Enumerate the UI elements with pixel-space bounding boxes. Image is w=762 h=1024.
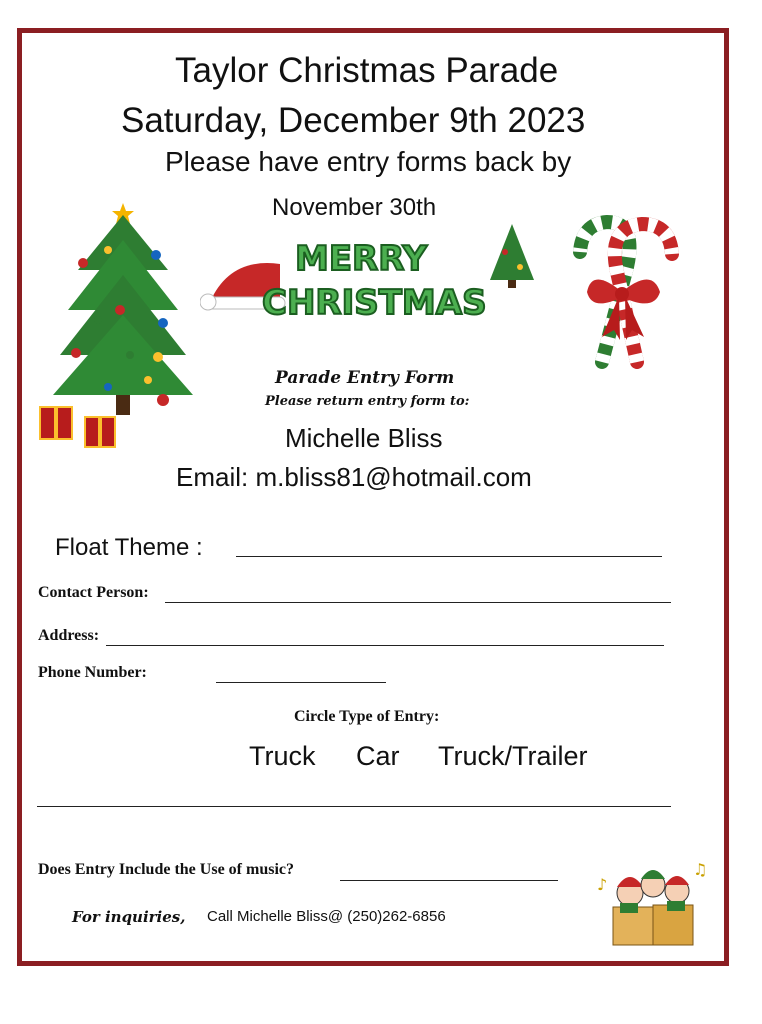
contact-person-label: Contact Person: <box>38 584 149 601</box>
entry-type-truck[interactable]: Truck <box>249 741 316 771</box>
christmas-tree-icon <box>38 195 198 450</box>
address-label: Address: <box>38 627 100 644</box>
phone-number-field[interactable] <box>216 682 386 683</box>
carolers-icon <box>595 855 710 950</box>
parade-date: Saturday, December 9th 2023 <box>121 101 586 140</box>
banner-christmas-text: CHRISTMAS <box>262 283 487 322</box>
inquiries-label: For inquiries, <box>72 908 186 926</box>
music-question-label: Does Entry Include the Use of music? <box>38 861 294 878</box>
phone-number-label: Phone Number: <box>38 664 147 681</box>
entry-form-title: Parade Entry Form <box>275 368 455 388</box>
address-field[interactable] <box>106 645 664 646</box>
merry-christmas-banner <box>200 222 550 322</box>
music-answer-field[interactable] <box>340 880 558 881</box>
return-instructions: Please return entry form to: <box>265 394 470 409</box>
deadline-line-2: November 30th <box>272 194 437 221</box>
entry-type-label: Circle Type of Entry: <box>294 708 440 725</box>
contact-person-field[interactable] <box>165 602 671 603</box>
contact-name: Michelle Bliss <box>285 423 443 453</box>
inquiries-contact: Call Michelle Bliss@ (250)262-6856 <box>207 908 446 925</box>
entry-type-car[interactable]: Car <box>356 741 400 771</box>
banner-merry-text: MERRY <box>295 239 428 279</box>
float-theme-label: Float Theme : <box>55 534 203 561</box>
contact-email: Email: m.bliss81@hotmail.com <box>176 462 532 492</box>
candy-canes-icon <box>562 212 687 377</box>
divider-line <box>37 806 671 807</box>
float-theme-field[interactable] <box>236 556 662 557</box>
parade-title: Taylor Christmas Parade <box>175 51 559 90</box>
deadline-line-1: Please have entry forms back by <box>165 146 572 177</box>
svg-text:♫: ♫ <box>693 860 708 879</box>
svg-text:♪: ♪ <box>597 875 608 894</box>
entry-type-truck-trailer[interactable]: Truck/Trailer <box>438 741 588 771</box>
